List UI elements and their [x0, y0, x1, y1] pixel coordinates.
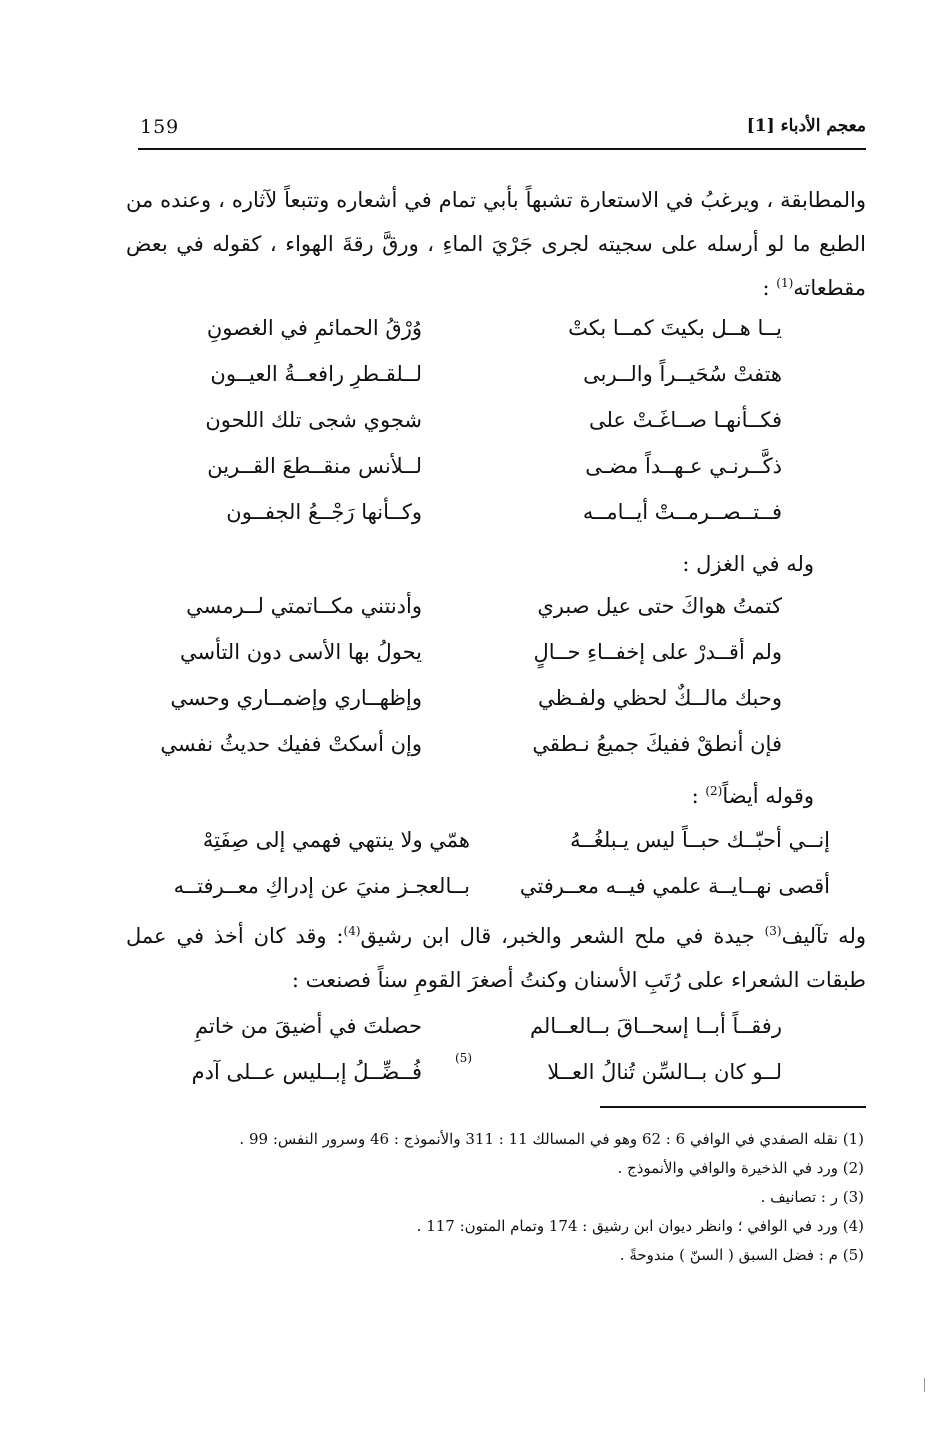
hemistich-first: فكــأنهـا صــاغَـتْ على: [588, 408, 782, 432]
verse-line: [70, 818, 830, 862]
page-number: 159: [140, 116, 180, 138]
hemistich-first: فإن أنطقْ ففيكَ جميعُ نـطقي: [532, 732, 782, 756]
section-intro-ghazal: وله في الغزل :: [682, 552, 814, 576]
verse-line: [92, 352, 782, 396]
hemistich-second: حصلتَ في أضيقَ من خاتمِ: [195, 1014, 422, 1038]
footnote-3: (3) ر : تصانيف .: [760, 1188, 864, 1206]
verse-line: [52, 630, 782, 674]
paragraph-ibn-rashiq: وله تآليف$^{(3)}$ جيدة في ملح الشعر والخبر، قال ابن رشيق$^{(4)}$: وقد كان أخذ في عمل طبقات الشعراء على رُتَبِ الأسنان وكنتُ أصغرَ القومِ سناً فصنعت :: [126, 924, 866, 992]
hemistich-second: وإظهــاري وإضمــاري وحسي: [170, 686, 422, 710]
section-intro-also: وقوله أيضاً$^{(2)}$ :: [691, 784, 814, 808]
hemistich-second: يحولُ بها الأسى دون التأسي: [179, 640, 422, 664]
hemistich-second: وُرْقُ الحمائمِ في الغصونِ: [206, 316, 422, 340]
verse-line: [92, 398, 782, 442]
footnote-ref-3[interactable]: (3): [764, 924, 782, 938]
hemistich-second: فُــضِّــلُ إبــليس عــلى آدم: [191, 1060, 422, 1084]
hemistich-first: أقصى نهــايــة علمي فيــه معــرفتي: [519, 874, 830, 898]
page-header: [138, 112, 866, 150]
hemistich-second: لــلقـطرِ رافعــةُ العيــون: [210, 362, 422, 386]
paragraph-intro: والمطابقة ، ويرغبُ في الاستعارة تشبهاً بأبي تمام في أشعاره وتتبعاً لآثاره ، وعنده من الطبع ما لو أرسله على سجيته لجرى جَرْيَ الماءِ ، ورقَّ رقةَ الهواء ، كقوله في بعض مقطعاته$^{(1)}$ :: [126, 188, 866, 300]
verse-line: [52, 676, 782, 720]
footnote-divider: [600, 1106, 866, 1108]
hemistich-first: وحبك مالــكٌ لحظي ولفـظي: [538, 686, 782, 710]
hemistich-second: همّي ولا ينتهي فهمي إلى صِفَتِهْ: [202, 828, 470, 852]
verse-line: [70, 864, 830, 908]
hemistich-first: ذكَّــرنـي عـهــداً مضـى: [585, 454, 782, 478]
hemistich-second: وأدنتني مكــاتمتي لــرمسي: [186, 594, 422, 618]
verse-line: [52, 722, 782, 766]
hemistich-second: وإن أسكتْ ففيك حديثُ نفسي: [160, 732, 422, 756]
footnote-ref-1[interactable]: (1): [776, 276, 794, 290]
margin-mark: [924, 1378, 925, 1392]
hemistich-second: وكــأنها رَجْــعُ الجفــون: [226, 500, 422, 524]
footnote-1: (1) نقله الصفدي في الوافي 6 : 62 وهو في المسالك 11 : 311 والأنموذج : 46 وسرور النفس: 99 .: [239, 1130, 864, 1148]
verse-line: [92, 490, 782, 534]
hemistich-first: كتمتُ هواكَ حتى عيل صبري: [537, 594, 782, 618]
verse-line: [92, 444, 782, 488]
hemistich-second: لــلأنس منقــطعَ القــرين: [207, 454, 422, 478]
hemistich-first: ولم أقــدرْ على إخفــاءِ حــالٍ: [533, 640, 782, 664]
hemistich-second: شجوي شجى تلك اللحون: [205, 408, 422, 432]
verse-line: [22, 1004, 782, 1048]
hemistich-first: فــتــصــرمــتْ أيــامــه: [582, 500, 782, 524]
hemistich-second: بــالعجـز منيَ عن إدراكِ معــرفتــه: [173, 874, 470, 898]
footnote-4: (4) ورد في الوافي ؛ وانظر ديوان ابن رشيق : 174 وتمام المتون: 117 .: [416, 1217, 864, 1235]
verse-line: لــو كان بــالسِّن تُنالُ العــلا فُــضِّــلُ إبــليس عــلى آدم (5): [22, 1050, 782, 1094]
hemistich-first: لــو كان بــالسِّن تُنالُ العــلا: [547, 1060, 782, 1084]
verse-line: [52, 584, 782, 628]
footnote-ref-2[interactable]: (2): [705, 784, 723, 798]
hemistich-first: يــا هــل بكيتَ كمــا بكتْ: [568, 316, 782, 340]
verse-line: [92, 306, 782, 350]
footnote-2: (2) ورد في الذخيرة والوافي والأنموذج .: [617, 1159, 864, 1177]
running-title: معجم الأدباء [1]: [746, 116, 866, 136]
footnote-ref-4[interactable]: (4): [343, 924, 361, 938]
hemistich-first: هتفتْ سُحَيــراً والــربى: [583, 362, 782, 386]
footnote-5: (5) م : فضل السبق ( السنّ ) مندوحةً .: [619, 1246, 864, 1264]
hemistich-first: رفقــاً أبــا إسحــاقَ بــالعــالم: [529, 1014, 782, 1038]
hemistich-first: إنــي أحبّــك حبــاً ليس يـبلغُــهُ: [570, 828, 830, 852]
